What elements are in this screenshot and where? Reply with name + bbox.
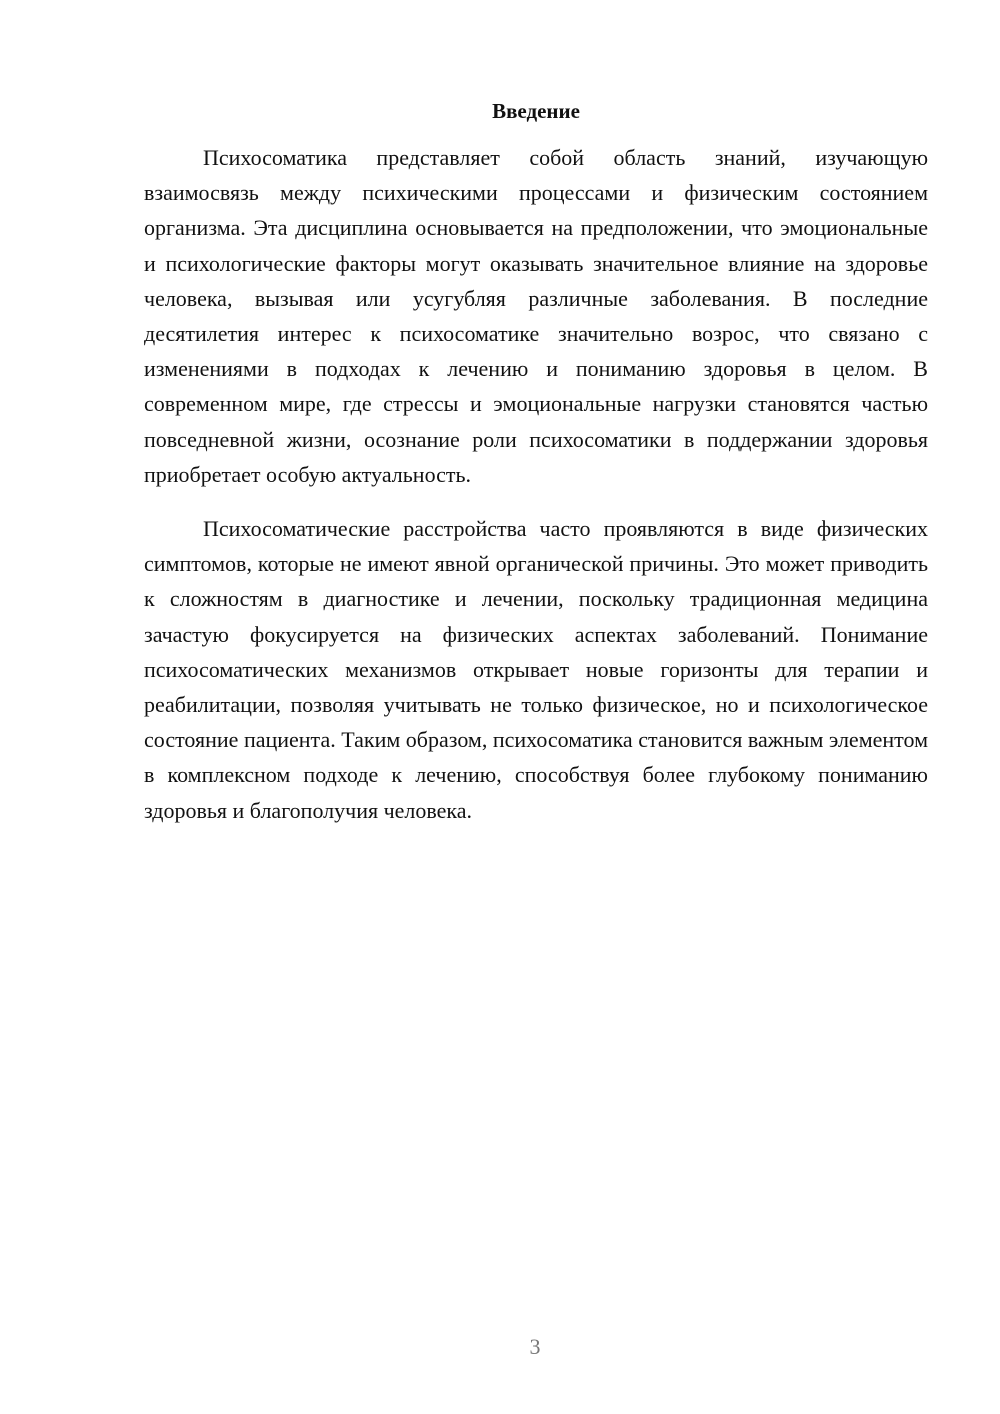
section-heading: Введение — [492, 99, 580, 123]
page-number: 3 — [529, 1334, 541, 1359]
page-content — [144, 96, 928, 828]
paragraph-1: Психосоматика представляет собой область знаний, изучающую взаимосвязь между психическими процессами и физическим состоянием организма. Эта дисциплина основывается на предположении, что эмоциональные и психологические факторы могут оказывать значительное влияние на здоровье человека, вызывая или усугубляя различные заболевания. В последние десятилетия интерес к психосоматике значительно возрос, что связано с изменениями в подходах к лечению и пониманию здоровья в целом. В современном мире, где стрессы и эмоциональные нагрузки становятся частью повседневной жизни, осознание роли психосоматики в поддержании здоровья приобретает особую актуальность. — [144, 145, 928, 487]
paragraph-2: Психосоматические расстройства часто проявляются в виде физических симптомов, которые не имеют явной органической причины. Это может приводить к сложностям в диагностике и лечении, поскольку традиционная медицина зачастую фокусируется на физических аспектах заболеваний. Понимание психосоматических механизмов открывает новые горизонты для терапии и реабилитации, позволяя учитывать не только физическое, но и психологическое состояние пациента. Таким образом, психосоматика становится важным элементом в комплексном подходе к лечению, способствуя более глубокому пониманию здоровья и благополучия человека. — [144, 516, 928, 823]
